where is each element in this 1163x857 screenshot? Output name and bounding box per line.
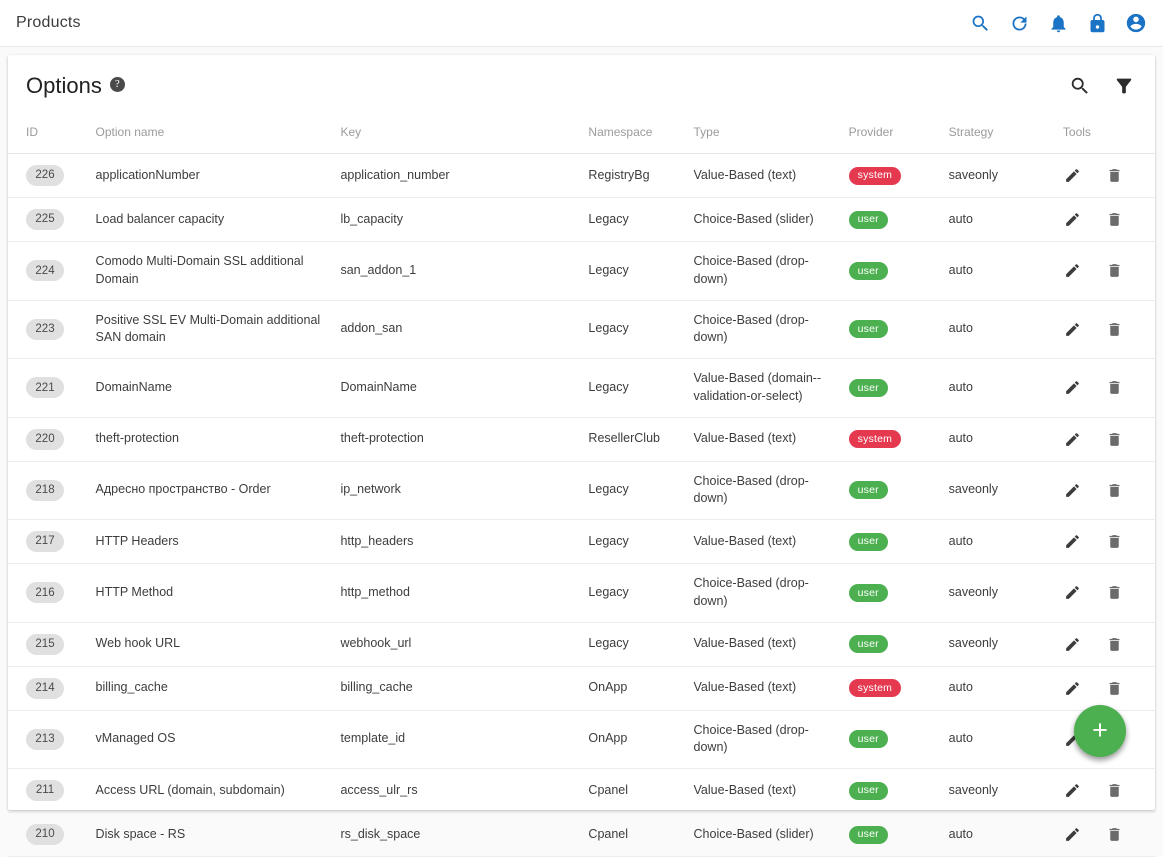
row-key-cell: theft-protection [330,417,578,461]
table-row[interactable] [8,622,1155,666]
row-strategy-cell: auto [939,359,1053,418]
column-header-id[interactable]: ID [8,117,86,154]
row-type-cell: Value-Based (domain--validation-or-select) [684,359,839,418]
edit-pencil-icon[interactable] [1063,319,1083,339]
edit-pencil-icon[interactable] [1063,166,1083,186]
id-chip: 220 [26,429,64,450]
row-namespace-cell: Cpanel [578,769,683,813]
row-namespace-cell: Legacy [578,461,683,520]
id-chip: 210 [26,824,64,845]
row-id-cell [8,359,86,418]
delete-trash-icon[interactable] [1105,166,1125,186]
column-header-tools: Tools [1053,117,1155,154]
row-option-name-cell: HTTP Headers [86,520,331,564]
edit-pencil-icon[interactable] [1063,532,1083,552]
row-tools-cell [1053,666,1155,710]
column-header-provider[interactable]: Provider [839,117,939,154]
id-chip: 225 [26,209,64,230]
delete-trash-icon[interactable] [1105,825,1125,845]
row-key-cell: http_headers [330,520,578,564]
row-provider-cell [839,813,939,857]
account-circle-icon[interactable] [1123,10,1149,36]
row-id-cell [8,154,86,198]
row-tools-cell [1053,769,1155,813]
row-type-cell: Choice-Based (drop-down) [684,300,839,359]
table-row[interactable] [8,710,1155,769]
delete-trash-icon[interactable] [1105,378,1125,398]
column-header-option-name[interactable]: Option name [86,117,331,154]
edit-pencil-icon[interactable] [1063,583,1083,603]
provider-badge: user [849,782,888,800]
row-tools-cell [1053,564,1155,623]
table-row[interactable] [8,564,1155,623]
id-chip: 216 [26,582,64,603]
row-id-cell [8,461,86,520]
top-app-bar [0,0,1163,47]
delete-trash-icon[interactable] [1105,480,1125,500]
row-strategy-cell: saveonly [939,622,1053,666]
row-type-cell: Choice-Based (slider) [684,198,839,242]
row-tools-cell [1053,242,1155,301]
row-type-cell: Value-Based (text) [684,154,839,198]
table-row[interactable] [8,242,1155,301]
row-type-cell: Choice-Based (drop-down) [684,710,839,769]
table-body [8,154,1155,857]
table-header [8,117,1155,154]
row-id-cell [8,300,86,359]
row-key-cell: lb_capacity [330,198,578,242]
row-type-cell: Choice-Based (drop-down) [684,461,839,520]
row-namespace-cell: RegistryBg [578,154,683,198]
id-chip: 224 [26,260,64,281]
id-chip: 221 [26,377,64,398]
table-header-row [8,117,1155,154]
delete-trash-icon[interactable] [1105,781,1125,801]
row-provider-cell [839,359,939,418]
help-icon[interactable]: ? [110,77,125,92]
row-provider-cell [839,417,939,461]
row-id-cell [8,242,86,301]
provider-badge: system [849,679,901,697]
table-row[interactable] [8,359,1155,418]
row-option-name-cell: applicationNumber [86,154,331,198]
id-chip: 217 [26,531,64,552]
row-key-cell: http_method [330,564,578,623]
row-id-cell [8,769,86,813]
table-row[interactable] [8,461,1155,520]
provider-badge: user [849,379,888,397]
row-tools-cell [1053,622,1155,666]
provider-badge: system [849,167,901,185]
edit-pencil-icon[interactable] [1063,378,1083,398]
row-option-name-cell: Web hook URL [86,622,331,666]
row-type-cell: Choice-Based (drop-down) [684,564,839,623]
column-header-strategy[interactable]: Strategy [939,117,1053,154]
row-option-name-cell: Load balancer capacity [86,198,331,242]
row-key-cell: rs_disk_space [330,813,578,857]
id-chip: 211 [26,780,64,801]
row-key-cell: ip_network [330,461,578,520]
row-provider-cell [839,242,939,301]
row-option-name-cell: Comodo Multi-Domain SSL additional Domain [86,242,331,301]
table-row[interactable] [8,666,1155,710]
row-id-cell [8,622,86,666]
id-chip: 223 [26,319,64,340]
row-provider-cell [839,564,939,623]
row-id-cell [8,564,86,623]
edit-pencil-icon[interactable] [1063,210,1083,230]
row-option-name-cell: Адресно пространство - Order [86,461,331,520]
row-provider-cell [839,154,939,198]
row-provider-cell [839,520,939,564]
row-type-cell: Value-Based (text) [684,520,839,564]
row-strategy-cell: auto [939,300,1053,359]
row-namespace-cell: OnApp [578,666,683,710]
id-chip: 215 [26,634,64,655]
table-row[interactable] [8,769,1155,813]
id-chip: 213 [26,729,64,750]
row-provider-cell [839,666,939,710]
delete-trash-icon[interactable] [1105,429,1125,449]
provider-badge: system [849,430,901,448]
row-provider-cell [839,300,939,359]
row-option-name-cell: Positive SSL EV Multi-Domain additional SAN domain [86,300,331,359]
notifications-bell-icon[interactable] [1045,10,1071,36]
row-namespace-cell: Legacy [578,564,683,623]
options-table [8,117,1155,857]
column-header-namespace[interactable]: Namespace [578,117,683,154]
row-option-name-cell: Access URL (domain, subdomain) [86,769,331,813]
row-namespace-cell: Legacy [578,242,683,301]
row-namespace-cell: Legacy [578,300,683,359]
row-tools-cell [1053,198,1155,242]
row-type-cell: Value-Based (text) [684,666,839,710]
card-header [8,55,1155,117]
row-key-cell: access_ulr_rs [330,769,578,813]
row-tools-cell [1053,461,1155,520]
row-strategy-cell: auto [939,417,1053,461]
search-icon[interactable] [967,10,993,36]
search-icon[interactable] [1067,73,1093,99]
row-tools-cell [1053,300,1155,359]
options-card [8,55,1155,841]
row-type-cell: Value-Based (text) [684,622,839,666]
delete-trash-icon[interactable] [1105,210,1125,230]
row-namespace-cell: ResellerClub [578,417,683,461]
row-type-cell: Choice-Based (drop-down) [684,242,839,301]
row-namespace-cell: OnApp [578,710,683,769]
id-chip: 214 [26,678,64,699]
row-key-cell: san_addon_1 [330,242,578,301]
row-type-cell: Value-Based (text) [684,769,839,813]
delete-trash-icon[interactable] [1105,532,1125,552]
row-strategy-cell: auto [939,813,1053,857]
row-tools-cell [1053,417,1155,461]
provider-badge: user [849,262,888,280]
row-option-name-cell: vManaged OS [86,710,331,769]
provider-badge: user [849,730,888,748]
row-strategy-cell: saveonly [939,154,1053,198]
row-strategy-cell: auto [939,666,1053,710]
add-option-button[interactable] [1074,705,1126,757]
column-header-type[interactable]: Type [684,117,839,154]
provider-badge: user [849,584,888,602]
row-namespace-cell: Legacy [578,359,683,418]
table-row[interactable] [8,417,1155,461]
id-chip: 226 [26,165,64,186]
row-provider-cell [839,198,939,242]
row-id-cell [8,198,86,242]
row-strategy-cell: saveonly [939,769,1053,813]
table-row[interactable] [8,813,1155,857]
provider-badge: user [849,481,888,499]
row-strategy-cell: saveonly [939,461,1053,520]
card-title [26,73,125,99]
row-namespace-cell: Legacy [578,520,683,564]
row-tools-cell [1053,813,1155,857]
row-namespace-cell: Legacy [578,198,683,242]
delete-trash-icon[interactable] [1105,261,1125,281]
provider-badge: user [849,826,888,844]
row-provider-cell [839,769,939,813]
delete-trash-icon[interactable] [1105,678,1125,698]
row-key-cell: template_id [330,710,578,769]
table-row[interactable] [8,198,1155,242]
row-key-cell: DomainName [330,359,578,418]
table-row[interactable] [8,520,1155,564]
table-row[interactable] [8,300,1155,359]
card-header-actions [1067,73,1137,99]
row-option-name-cell: HTTP Method [86,564,331,623]
edit-pencil-icon[interactable] [1063,634,1083,654]
row-option-name-cell: Disk space - RS [86,813,331,857]
row-key-cell: billing_cache [330,666,578,710]
column-header-key[interactable]: Key [330,117,578,154]
id-chip: 218 [26,480,64,501]
row-provider-cell [839,710,939,769]
row-type-cell: Value-Based (text) [684,417,839,461]
row-option-name-cell: billing_cache [86,666,331,710]
row-key-cell: application_number [330,154,578,198]
row-strategy-cell: auto [939,520,1053,564]
edit-pencil-icon[interactable] [1063,261,1083,281]
row-namespace-cell: Legacy [578,622,683,666]
row-provider-cell [839,461,939,520]
provider-badge: user [849,635,888,653]
row-provider-cell [839,622,939,666]
row-strategy-cell: saveonly [939,564,1053,623]
row-key-cell: webhook_url [330,622,578,666]
row-id-cell [8,710,86,769]
row-id-cell [8,813,86,857]
row-namespace-cell: Cpanel [578,813,683,857]
edit-pencil-icon[interactable] [1063,678,1083,698]
row-option-name-cell: DomainName [86,359,331,418]
delete-trash-icon[interactable] [1105,319,1125,339]
row-tools-cell [1053,154,1155,198]
provider-badge: user [849,533,888,551]
lock-icon[interactable] [1084,10,1110,36]
refresh-icon[interactable] [1006,10,1032,36]
row-id-cell [8,417,86,461]
card-title-text: Options [26,73,102,98]
row-type-cell: Choice-Based (slider) [684,813,839,857]
row-strategy-cell: auto [939,198,1053,242]
row-tools-cell [1053,359,1155,418]
top-app-bar-actions [967,10,1149,36]
row-strategy-cell: auto [939,710,1053,769]
filter-icon[interactable] [1111,73,1137,99]
edit-pencil-icon[interactable] [1063,480,1083,500]
row-option-name-cell: theft-protection [86,417,331,461]
row-tools-cell [1053,520,1155,564]
add-option-label: + [1092,714,1108,745]
row-strategy-cell: auto [939,242,1053,301]
provider-badge: user [849,211,888,229]
edit-pencil-icon[interactable] [1063,429,1083,449]
delete-trash-icon[interactable] [1105,583,1125,603]
page-title: Products [16,14,81,31]
row-key-cell: addon_san [330,300,578,359]
delete-trash-icon[interactable] [1105,634,1125,654]
edit-pencil-icon[interactable] [1063,781,1083,801]
edit-pencil-icon[interactable] [1063,825,1083,845]
row-id-cell [8,666,86,710]
provider-badge: user [849,320,888,338]
row-id-cell [8,520,86,564]
table-row[interactable] [8,154,1155,198]
